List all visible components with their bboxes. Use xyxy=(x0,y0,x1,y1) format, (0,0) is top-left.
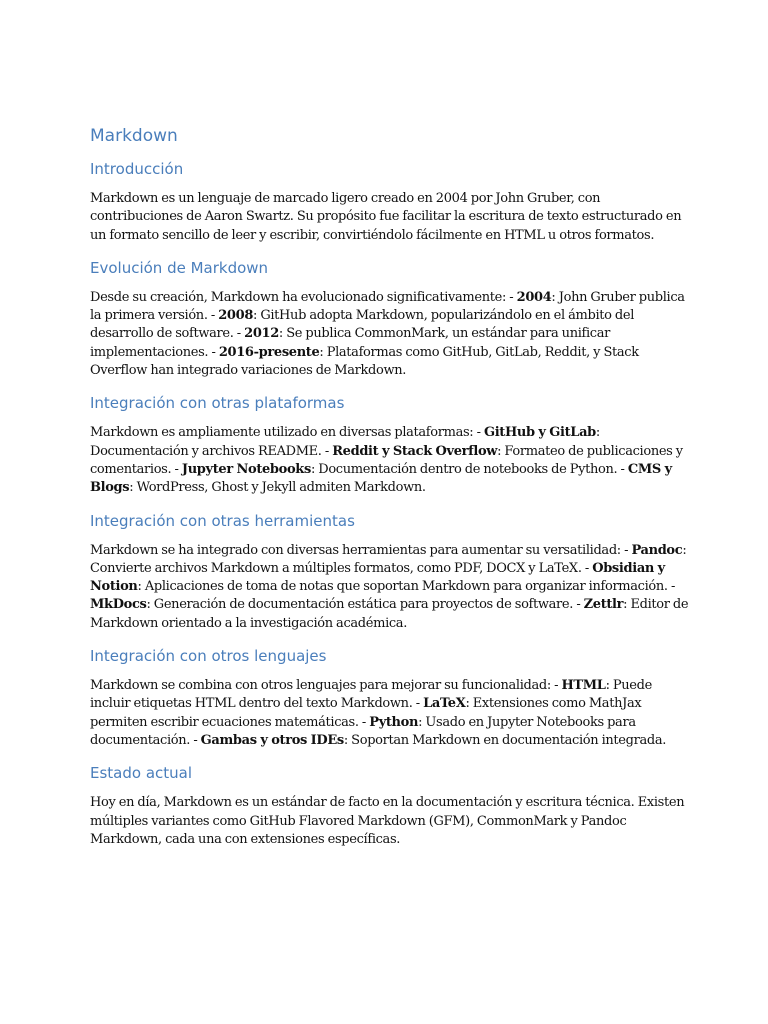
text-run: : WordPress, Ghost y Jekyll admiten Markdown. xyxy=(129,480,426,496)
text-run: : Extensiones como MathJax permiten escribir ecuaciones matemáticas. - xyxy=(90,696,642,730)
text-run: Hoy en día, Markdown es un estándar de facto en la documentación y escritura técnica. Existen múltiples variantes como GitHub Flavored Markdown (GFM), CommonMark y Pandoc Markdown, cada una con extensiones específicas. xyxy=(90,795,685,847)
bold-term: Gambas y otros IDEs xyxy=(200,732,344,748)
text-run: : Formateo de publicaciones y comentarios. - xyxy=(90,443,683,477)
section-heading: Integración con otras plataformas xyxy=(90,394,345,413)
text-run: : Documentación y archivos README. - xyxy=(90,425,600,459)
section-paragraph xyxy=(90,190,690,245)
section-heading: Integración con otras herramientas xyxy=(90,511,355,530)
bold-term: Obsidian y Notion xyxy=(90,560,665,595)
section-heading: Integración con otros lenguajes xyxy=(90,647,327,666)
text-run: Markdown es un lenguaje de marcado ligero creado en 2004 por John Gruber, con contribuciones de Aaron Swartz. Su propósito fue facilitar la escritura de texto estructurado en un formato sencillo de leer y escribir, convirtiéndolo fácilmente en HTML u otros formatos. xyxy=(90,191,682,243)
text-run: : GitHub adopta Markdown, popularizándolo en el ámbito del desarrollo de software. - xyxy=(90,308,635,342)
text-run: : Convierte archivos Markdown a múltiples formatos, como PDF, DOCX y LaTeX. - xyxy=(90,542,687,576)
text-run: : Plataformas como GitHub, GitLab, Reddit, y Stack Overflow han integrado variaciones de Markdown. xyxy=(90,344,639,379)
bold-term: HTML xyxy=(561,678,606,694)
bold-term: 2016-presente xyxy=(218,344,320,360)
section-paragraph xyxy=(90,289,690,380)
section-heading: Introducción xyxy=(90,160,184,178)
bold-term: Pandoc xyxy=(631,542,683,558)
text-run: : Editor de Markdown orientado a la investigación académica. xyxy=(90,597,689,631)
text-run: Markdown es ampliamente utilizado en diversas plataformas: - xyxy=(90,425,484,441)
text-run: Markdown se combina con otros lenguajes para mejorar su funcionalidad: - xyxy=(90,678,562,694)
section-heading: Estado actual xyxy=(90,764,193,783)
section-paragraph xyxy=(90,542,690,633)
text-run: : Generación de documentación estática para proyectos de software. - xyxy=(146,597,584,613)
bold-term: 2008 xyxy=(218,308,254,324)
section-paragraph xyxy=(90,424,690,497)
bold-term: GitHub y GitLab xyxy=(483,425,596,441)
text-run: Markdown se ha integrado con diversas herramientas para aumentar su versatilidad: - xyxy=(90,542,632,558)
text-run: : John Gruber publica la primera versión. - xyxy=(90,289,685,324)
section-paragraph xyxy=(90,677,690,750)
bold-term: 2004 xyxy=(516,289,552,305)
bold-term: 2012 xyxy=(244,326,279,342)
bold-term: MkDocs xyxy=(90,597,147,613)
document-title: Markdown xyxy=(90,126,178,146)
bold-term: Python xyxy=(369,714,419,730)
section-paragraph xyxy=(90,794,690,849)
section-heading: Evolución de Markdown xyxy=(90,258,269,277)
document-body xyxy=(90,158,690,849)
text-run: : Se publica CommonMark, un estándar para unificar implementaciones. - xyxy=(90,326,611,360)
text-run: : Soportan Markdown en documentación integrada. xyxy=(343,732,667,748)
text-run: Desde su creación, Markdown ha evolucionado significativamente: - xyxy=(90,289,517,305)
document-page xyxy=(90,124,690,861)
bold-term: Zettlr xyxy=(583,597,624,613)
text-run: : Aplicaciones de toma de notas que soportan Markdown para organizar información. - xyxy=(137,579,676,595)
text-run: : Usado en Jupyter Notebooks para documentación. - xyxy=(90,714,636,748)
bold-term: LaTeX xyxy=(423,696,466,712)
bold-term: Jupyter Notebooks xyxy=(181,461,311,477)
bold-term: Reddit y Stack Overflow xyxy=(332,443,498,459)
text-run: : Puede incluir etiquetas HTML dentro del texto Markdown. - xyxy=(90,678,652,712)
bold-term: CMS y Blogs xyxy=(90,461,672,496)
text-run: : Documentación dentro de notebooks de Python. - xyxy=(310,461,628,477)
